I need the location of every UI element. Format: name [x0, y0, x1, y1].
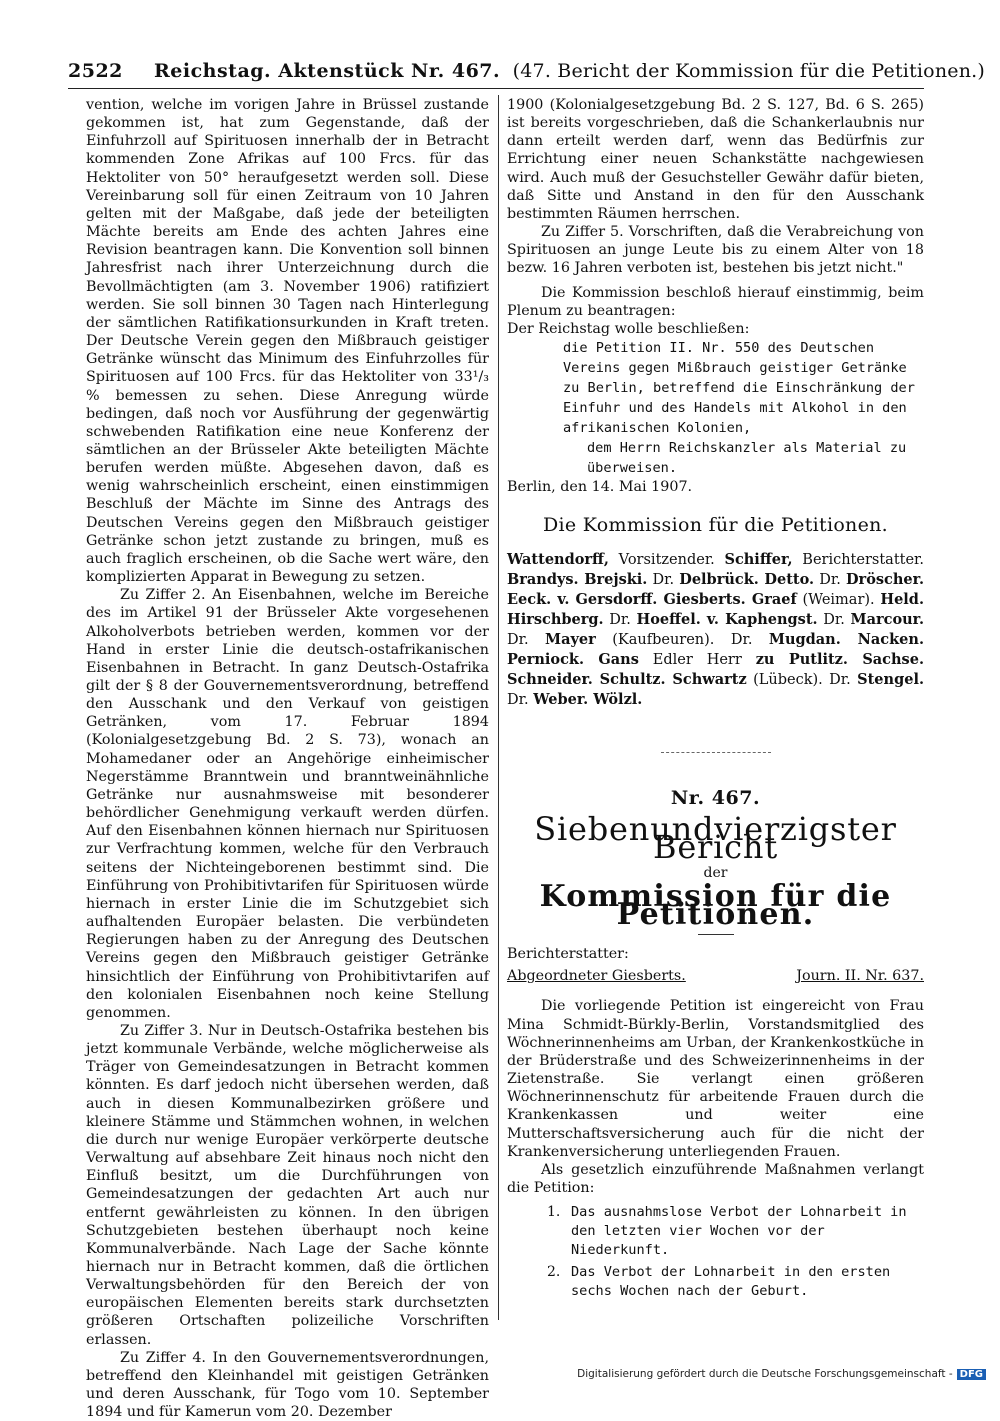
running-title-main: Reichstag. Aktenstück Nr. 467.: [154, 60, 501, 82]
member-name: Stengel.: [857, 671, 924, 689]
running-title-paren: (47. Bericht der Kommission für die Petitionen.): [512, 60, 985, 82]
left-column: [86, 96, 489, 1421]
demand-text: Das Verbot der Lohnarbeit in den ersten sechs Wochen nach der Geburt.: [571, 1264, 891, 1300]
reporter-name: Abgeordneter Giesberts.: [507, 968, 686, 985]
paragraph: Zu Ziffer 4. In den Gouvernementsverordnungen, betreffend den Kleinhandel mit geistigen Getränken und deren Ausschank, für Togo vom 10. September 1894 und für Kamerun vom 20. Dezember: [86, 1349, 489, 1421]
member-name: Schiffer,: [724, 551, 793, 569]
paragraph: vention, welche im vorigen Jahre in Brüssel zustande gekommen ist, hat zum Gegenstande, daß der Einfuhrzoll auf Spirituosen innerhalb der in Betracht kommenden Zone Afrikas auf 100 Frcs. für das Hektoliter von 50° heraufgesetzt werden soll. Diese Vereinbarung soll für einen Zeitraum von 10 Jahren gelten mit der Maßgabe, daß jede der beteiligten Mächte bereits am Ende des achten Jahres eine Revision beantragen kann. Die Konvention soll binnen Jahresfrist nach ihrer Unterzeichnung durch die Bevollmächtigten (am 3. November 1906) ratifiziert werden. Sie soll binnen 30 Tagen nach Hinterlegung der sämtlichen Ratifikationsurkunden in Kraft treten. Der Deutsche Verein gegen den Mißbrauch geistiger Getränke wünscht das Minimum des Einfuhrzolles für Spirituosen auf 100 Frcs. für das Hektoliter von 33¹/₃ % bemessen zu sehen. Diese Anregung würde bedingen, daß noch vor Ausführung der gegenwärtig schwebenden Ratifikation eine neue Konferenz der sämtlichen an der Brüsseler Akte beteiligten Mächte berufen werden müßte. Abgesehen davon, daß es wenig wahrscheinlich erscheint, einen einstimmigen Beschluß der Mächte im Sinne des Antrags des Deutschen Vereins gegen den Mißbrauch geistiger Getränke schon jetzt zustande zu bringen, muß es auch fraglich erscheinen, ob die Sache wert wäre, den komplizierten Apparat in Bewegung zu setzen.: [86, 97, 489, 586]
page-header: [68, 56, 985, 86]
paragraph: Die Kommission beschloß hierauf einstimmig, beim Plenum zu beantragen:: [507, 284, 924, 319]
reporter-label: Berichterstatter:: [507, 946, 629, 963]
member-name: zu Putlitz. Sachse. Schneider. Schultz. Schwartz: [507, 651, 924, 689]
report-der: der: [703, 864, 728, 881]
member-name: Dröscher. Eeck. v. Gersdorff. Giesberts. Graef: [507, 571, 924, 609]
member-list: [507, 550, 924, 710]
header-rule: [68, 88, 924, 89]
paragraph: Zu Ziffer 3. Nur in Deutsch-Ostafrika bestehen bis jetzt kommunale Verbände, welche möglicherweise als Träger von Gemeindesatzungen in Betracht kommen könnten. Es darf jedoch nicht übersehen werden, daß auch in diesen Kommunalbezirken größere und kleinere Stämme und Stämmchen wohnen, in welchen die durch nur wenige Europäer verkörperte deutsche Verwaltung auf absehbare Zeit hinaus noch nicht den Einfluß besitzt, um die Durchführungen von Gemeindesatzungen der gedachten Art auch nur entfernt gewährleisten zu können. In den übrigen Schutzgebieten bestehen überhaupt noch keine Kommunalverbände. Nach Lage der Sache könnte hiernach nur in Betracht kommen, daß die örtlichen Verwaltungsbehörden für den Bereich der von europäischen Elementen bereits stark durchsetzten größeren Ortschaften polizeiliche Vorschriften erlassen.: [86, 1022, 489, 1348]
member-name: Wattendorff,: [507, 551, 609, 569]
dateline: Berlin, den 14. Mai 1907.: [507, 479, 693, 496]
column-divider: [498, 95, 499, 1320]
footer-credit: [577, 1368, 986, 1380]
journal-number: Journ. II. Nr. 637.: [796, 968, 924, 985]
member-role: Dr.: [507, 692, 534, 709]
page-number: 2522: [68, 60, 123, 82]
member-name: Weber. Wölzl.: [533, 691, 643, 709]
member-role: Vorsitzender.: [608, 552, 725, 569]
footer-text: Digitalisierung gefördert durch die Deutsche Forschungsgemeinschaft -: [577, 1368, 953, 1380]
member-role: Dr.: [507, 632, 546, 649]
member-name: Mayer: [545, 631, 596, 649]
demand-item: [507, 1263, 924, 1301]
member-name: Brandys. Brejski.: [507, 571, 648, 589]
member-role: Dr.: [647, 572, 680, 589]
member-name: Hoeffel. v. Kaphengst.: [636, 611, 818, 629]
section-divider: [661, 752, 771, 753]
member-role: Dr.: [817, 612, 851, 629]
member-role: Dr.: [814, 572, 846, 589]
member-role: (Kaufbeuren). Dr.: [595, 632, 769, 649]
reporter-row: [507, 967, 924, 989]
demand-intro: Als gesetzlich einzuführende Maßnahmen verlangt die Petition:: [507, 1161, 924, 1196]
member-role: Berichterstatter.: [792, 552, 924, 569]
petition-paragraph: Die vorliegende Petition ist eingereicht von Frau Mina Schmidt-Bürkly-Berlin, Vorstandsmitglied des Wöchnerinnenheims am Urban, der Krankenkostküche in der Brüderstraße und des Schweizerinnenheims in der Zietenstraße. Sie verlangt einen größeren Wöchnerinnenschutz für arbeitende Frauen durch die Krankenkassen und weiter eine Mutterschaftsversicherung auch für die nicht der Krankenversicherung unterliegenden Frauen.: [507, 998, 924, 1160]
report-number: Nr. 467.: [670, 787, 761, 810]
paragraph: 1900 (Kolonialgesetzgebung Bd. 2 S. 127, Bd. 6 S. 265) ist bereits vorgeschrieben, daß die Schankerlaubnis nur dann erteilt werden darf, wenn das Bedürfnis zur Errichtung einer neuen Schankstätte nachgewiesen wird. Auch muß der Gesuchsteller Gewähr dafür bieten, daß Sitte und Anstand in den für den Ausschank bestimmten Räumen herrschen.: [507, 97, 924, 222]
demand-item: [507, 1203, 924, 1260]
motion-line: dem Herrn Reichskanzler als Material zu überweisen.: [587, 440, 907, 477]
motion-line: die Petition II. Nr. 550 des Deutschen Vereins gegen Mißbrauch geistiger Getränke zu Berlin, betreffend die Einschränkung der Einfuhr und des Handels mit Alkohol in den afrikanischen Kolonien,: [563, 340, 915, 437]
member-role: Edler Herr: [638, 652, 756, 669]
member-name: Marcour.: [850, 611, 925, 629]
right-column: [507, 96, 924, 1304]
demand-number: 2.: [547, 1264, 561, 1281]
member-name: Delbrück. Detto.: [679, 571, 815, 589]
member-role: Dr.: [603, 612, 637, 629]
paragraph: Zu Ziffer 5. Vorschriften, daß die Verabreichung von Spirituosen an junge Leute bis zu einem Alter von 18 bezw. 16 Jahren verboten ist, bestehen bis jetzt nicht.": [507, 224, 924, 277]
member-role: (Weimar).: [796, 592, 881, 609]
motion-text: [563, 338, 924, 478]
dfg-logo: DFG: [957, 1369, 986, 1380]
demand-list: [507, 1203, 924, 1301]
commission-heading: Die Kommission für die Petitionen.: [542, 514, 889, 537]
member-role: (Lübeck). Dr.: [746, 672, 858, 689]
demand-number: 1.: [547, 1204, 561, 1221]
motion-intro: Der Reichstag wolle beschließen:: [507, 320, 750, 337]
running-title: [154, 60, 985, 82]
demand-text: Das ausnahmslose Verbot der Lohnarbeit in den letzten vier Wochen vor der Niederkunft.: [571, 1204, 907, 1259]
report-subtitle: Kommission für die Petitionen.: [539, 878, 892, 933]
member-name: Mugdan. Nacken. Perniock. Gans: [507, 631, 925, 669]
paragraph: Zu Ziffer 2. An Eisenbahnen, welche im Bereiche des im Artikel 91 der Brüsseler Akte vorgesehenen Alkoholverbots betrieben werden, kommen vor der Hand in erster Linie die deutsch-ostafrikanischen Eisenbahnen in Betracht. In ganz Deutsch-Ostafrika gilt der § 8 der Gouvernementsverordnung, betreffend den Ausschank und den Verkauf von geistigen Getränken, vom 17. Februar 1894 (Kolonialgesetzgebung Bd. 2 S. 73), wonach an Mohamedaner oder an Angehörige einheimischer Negerstämme Branntwein und branntweinähnliche Getränke nur ausnahmsweise mit besonderer behördlicher Genehmigung verkauft werden dürfen. Auf den Eisenbahnen können hiernach nur Spirituosen zur Verfrachtung kommen, welche für den Verbrauch seitens der Nichteingeborenen bestimmt sind. Die Einführung von Prohibitivtarifen für Spirituosen würde hiernach in erster Linie die im Schutzgebiet sich aufhaltenden Europäer belasten. Die verbündeten Regierungen haben zu der Anregung des Deutschen Vereins gegen den Mißbrauch geistiger Getränke hinsichtlich der Einführung von Prohibitivtarifen auf den kolonialen Eisenbahnen noch keine Stellung genommen.: [86, 587, 489, 1021]
report-title: Siebenundvierzigster Bericht: [534, 809, 897, 866]
member-name: Held. Hirschberg.: [507, 591, 924, 629]
title-rule: [698, 934, 734, 935]
